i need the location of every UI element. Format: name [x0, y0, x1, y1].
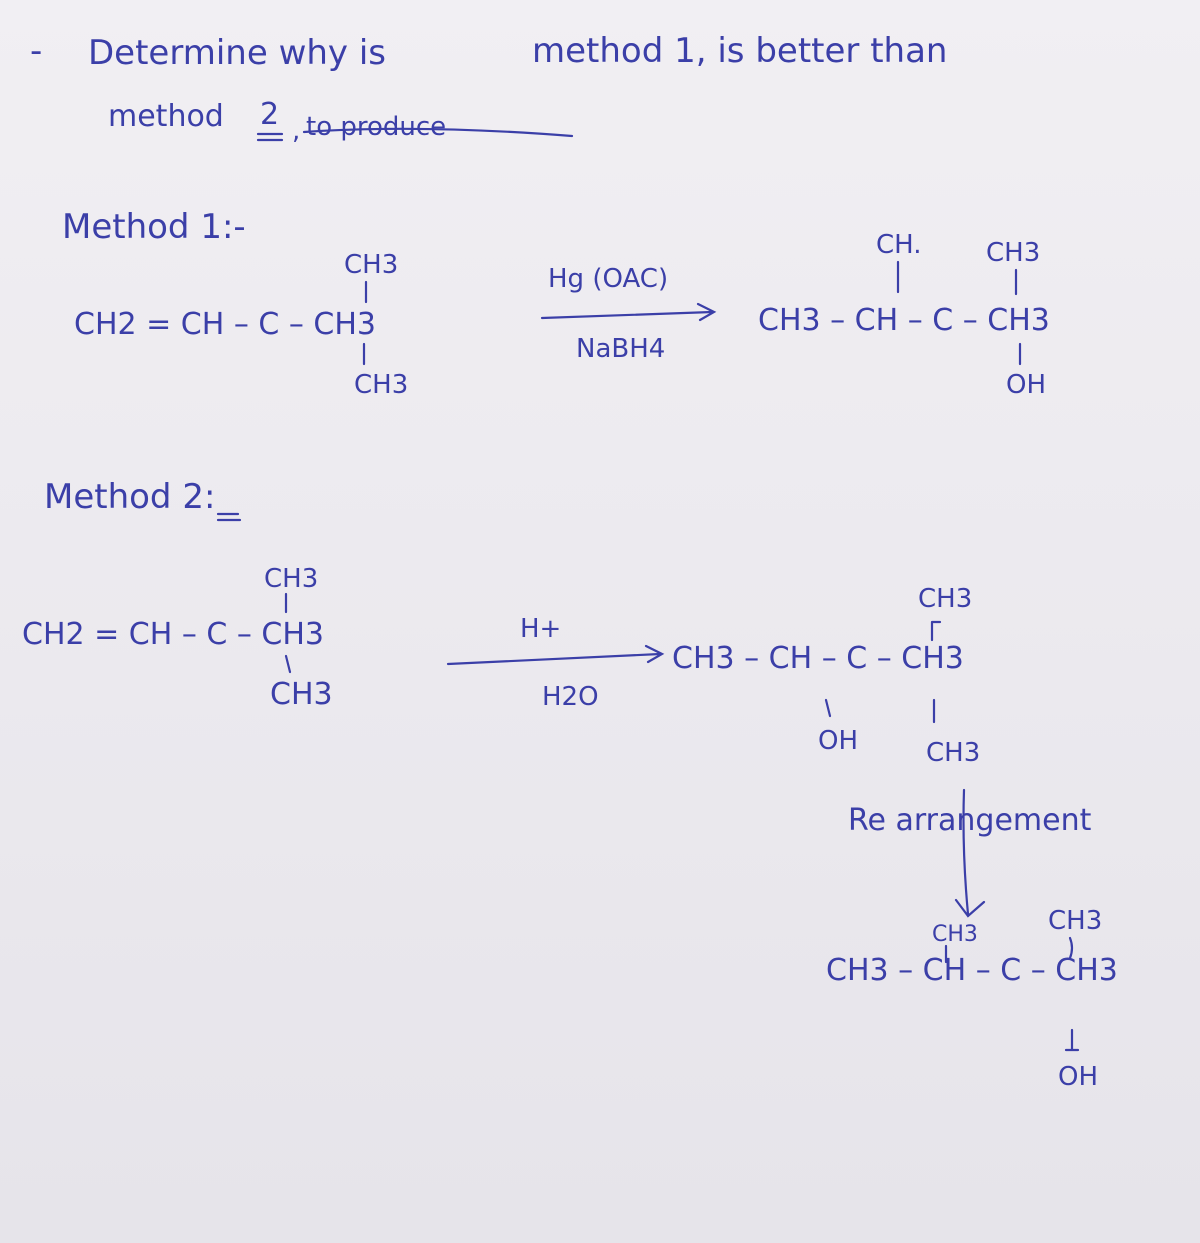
- method1-reagent-top: Hg (OAC): [548, 264, 669, 294]
- question-comma: ,: [292, 116, 301, 146]
- question-method-number: 2: [260, 97, 280, 132]
- method2-product-top-substituent: CH3: [918, 584, 973, 614]
- method2-reactant-bond-down: [286, 656, 290, 672]
- final-product-top-left: CH3: [932, 922, 978, 947]
- method1-reactant-bottom-substituent: CH3: [354, 370, 409, 400]
- method2-reactant-top-substituent: CH3: [264, 564, 319, 594]
- question-text-part2: method 1, is better than: [532, 31, 948, 71]
- struck-out-text: to produce: [306, 112, 447, 142]
- method2-reaction-arrow: [448, 646, 662, 664]
- rearrangement-label: Re arrangement: [848, 803, 1092, 838]
- question-text-part1: Determine why is: [88, 33, 387, 73]
- method1-heading: Method 1:-: [62, 207, 246, 247]
- method1-product-top-right: CH3: [986, 238, 1041, 268]
- question-method-label: method: [108, 99, 224, 134]
- question-number-underline: [258, 134, 282, 140]
- final-product-bond-right-up: [1070, 938, 1072, 958]
- strikethrough-line: [304, 129, 572, 136]
- final-product-top-right: CH3: [1048, 906, 1103, 936]
- method1-reactant-chain: CH2 = CH – C – CH3: [74, 307, 376, 342]
- method2-product-bottom-methyl: CH3: [926, 738, 981, 768]
- bullet-dash: -: [30, 31, 43, 71]
- method2-product-bond-down-left: [826, 700, 830, 716]
- method2-product-chain: CH3 – CH – C – CH3: [672, 641, 964, 676]
- method1-reagent-bottom: NaBH4: [576, 334, 666, 364]
- method2-product-bond-up: [932, 622, 940, 640]
- method2-reactant-chain: CH2 = CH – C – CH3: [22, 617, 324, 652]
- method2-reactant-bottom-substituent: CH3: [270, 677, 333, 712]
- final-product-chain: CH3 – CH – C – CH3: [826, 953, 1118, 988]
- method2-heading: Method 2:: [44, 477, 216, 517]
- final-product-bond-down: [1066, 1030, 1078, 1050]
- final-product-hydroxyl: OH: [1058, 1062, 1099, 1092]
- method2-reagent-bottom: H2O: [542, 682, 599, 712]
- method1-product-hydroxyl: OH: [1006, 370, 1047, 400]
- rearrangement-arrow: [956, 790, 984, 916]
- method1-product-top-left: CH.: [876, 230, 922, 260]
- method1-product-chain: CH3 – CH – C – CH3: [758, 303, 1050, 338]
- method2-product-hydroxyl: OH: [818, 726, 859, 756]
- method2-number-underline: [218, 514, 240, 520]
- method2-reagent-top: H+: [520, 614, 562, 644]
- method1-reactant-top-substituent: CH3: [344, 250, 399, 280]
- method1-reaction-arrow: [542, 304, 714, 320]
